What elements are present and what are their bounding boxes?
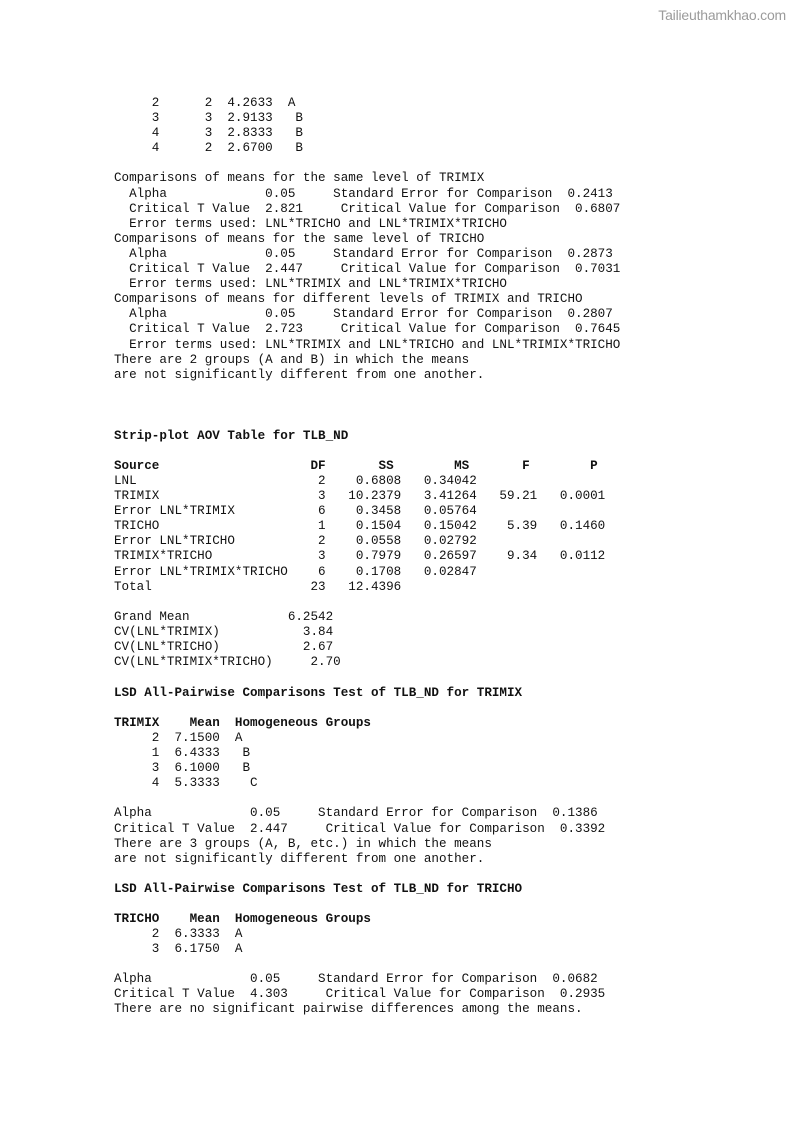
- lsd-tricho-title: LSD All-Pairwise Comparisons Test of TLB_ND for TRICHO: [114, 882, 523, 896]
- aov-table-body: LNL 2 0.6808 0.34042 TRIMIX 3 10.2379 3.41264 59.21 0.0001 Error LNL*TRIMIX 6 0.3458 0.05764 TRICHO 1 0.1504 0.15042 5.39 0.1460 Error LNL*TRICHO 2 0.0558 0.02792 TRIMIX*TRICHO 3 0.7979 0.26597 9.34 0.0112 Error LNL*TRIMIX*TRICHO 6 0.1708 0.02847 Total 23 12.4396 Grand Mean 6.2542 CV(LNL*TRIMIX) 3.84 CV(LNL*TRICHO) 2.67 CV(LNL*TRIMIX*TRICHO) 2.70: [114, 474, 606, 670]
- comparisons-block: 2 2 4.2633 A 3 3 2.9133 B 4 3 2.8333 B 4 2 2.6700 B Comparisons of means for the same level of TRIMIX Alpha 0.05 Standard Error for Comparison 0.2413 Critical T Value 2.821 Critical Value for Comparison 0.6807 Error terms used: LNL*TRICHO and LNL*TRIMIX*TRICHO Comparisons of means for the same level of TRICHO Alpha 0.05 Standard Error for Comparison 0.2873 Critical T Value 2.447 Critical Value for Comparison 0.7031 Error terms used: LNL*TRIMIX and LNL*TRIMIX*TRICHO Comparisons of means for different levels of TRIMIX and TRICHO Alpha 0.05 Standard Error for Comparison 0.2807 Critical T Value 2.723 Critical Value for Comparison 0.7645 Error terms used: LNL*TRIMIX and LNL*TRICHO and LNL*TRIMIX*TRICHO There are 2 groups (A and B) in which the means are not significantly different from one another.: [114, 96, 621, 382]
- lsd-trimix-title: LSD All-Pairwise Comparisons Test of TLB_ND for TRIMIX: [114, 686, 523, 700]
- lsd-tricho-body: 2 6.3333 A 3 6.1750 A Alpha 0.05 Standard Error for Comparison 0.0682 Critical T Value 4.303 Critical Value for Comparison 0.2935 There are no significant pairwise differences among the means.: [114, 927, 606, 1017]
- aov-table-header: Source DF SS MS F P: [114, 459, 598, 473]
- lsd-trimix-body: 2 7.1500 A 1 6.4333 B 3 6.1000 B 4 5.3333 C Alpha 0.05 Standard Error for Comparison 0.1386 Critical T Value 2.447 Critical Value for Comparison 0.3392 There are 3 groups (A, B, etc.) in which the means are not significantly different from one another.: [114, 731, 606, 866]
- watermark: Tailieuthamkhao.com: [658, 7, 786, 23]
- aov-title: Strip-plot AOV Table for TLB_ND: [114, 429, 349, 443]
- lsd-tricho-header: TRICHO Mean Homogeneous Groups: [114, 912, 371, 926]
- lsd-trimix-header: TRIMIX Mean Homogeneous Groups: [114, 716, 371, 730]
